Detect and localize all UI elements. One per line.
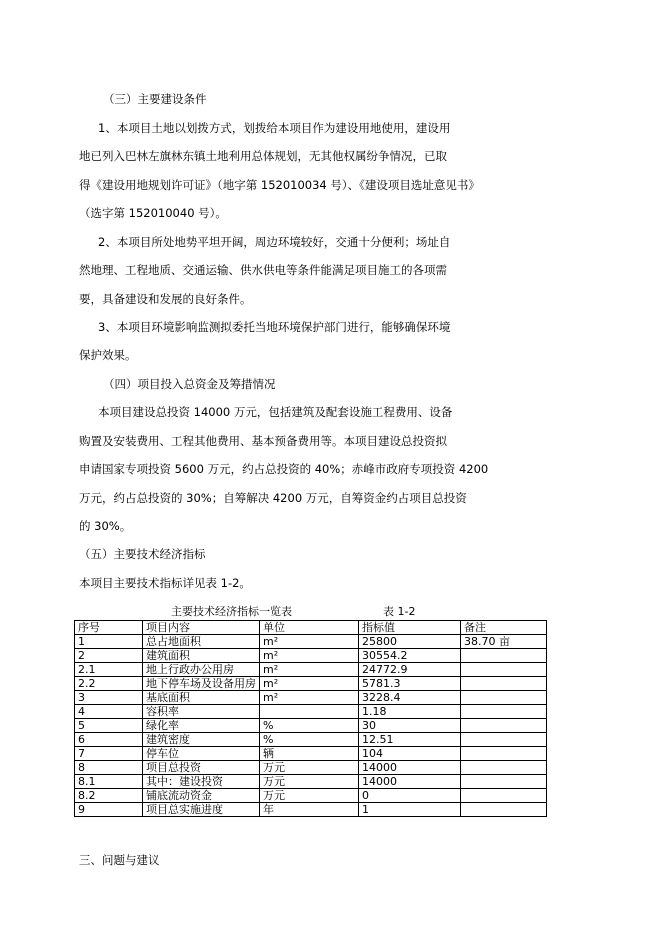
- section4-p1-line3: 申请国家专项投资 5600 万元，约占总投资的 40%；赤峰市政府专项投资 4200: [79, 462, 489, 476]
- table-cell: 25800: [359, 635, 461, 649]
- header-cell: 序号: [75, 621, 143, 635]
- table-cell: [461, 775, 547, 789]
- table-cell: [260, 705, 359, 719]
- table-cell: 7: [75, 747, 143, 761]
- table-cell: 1: [359, 803, 461, 817]
- section4-p1-line1: 本项目建设总投资 14000 万元，包括建筑及配套设施工程费用、设备: [98, 405, 453, 419]
- table-cell: 建筑密度: [143, 733, 260, 747]
- table-cell: m²: [260, 663, 359, 677]
- table-cell: 104: [359, 747, 461, 761]
- table-row: [75, 803, 547, 817]
- table-row: [75, 775, 547, 789]
- table-row: [75, 789, 547, 803]
- table-cell: m²: [260, 635, 359, 649]
- table-cell: 38.70 亩: [461, 635, 547, 649]
- section4-p1-line4: 万元，约占总投资的 30%；自筹解决 4200 万元，自筹资金约占项目总投资: [79, 491, 467, 505]
- table-row: [75, 677, 547, 691]
- table-row: [75, 761, 547, 775]
- section3-p1-line1: 1、本项目土地以划拨方式，划拨给本项目作为建设用地使用，建设用: [98, 121, 451, 135]
- table-cell: 万元: [260, 761, 359, 775]
- table-cell: 8.2: [75, 789, 143, 803]
- table-cell: 2: [75, 649, 143, 663]
- table-cell: [461, 761, 547, 775]
- header-cell: 备注: [461, 621, 547, 635]
- table-cell: [461, 663, 547, 677]
- table-row: [75, 733, 547, 747]
- table-cell: [461, 719, 547, 733]
- table-cell: 1: [75, 635, 143, 649]
- header-cell: 项目内容: [143, 621, 260, 635]
- table-cell: 8: [75, 761, 143, 775]
- section4-p1-line2: 购置及安装费用、工程其他费用、基本预备费用等。本项目建设总投资拟: [79, 434, 447, 448]
- section3-p3-line2: 保护效果。: [79, 348, 137, 362]
- table-cell: 5: [75, 719, 143, 733]
- section3-p3-line1: 3、本项目环境影响监测拟委托当地环境保护部门进行，能够确保环境: [98, 320, 451, 334]
- table-cell: [461, 789, 547, 803]
- table-cell: 停车位: [143, 747, 260, 761]
- table-number: 表 1-2: [383, 605, 416, 618]
- table-row: [75, 691, 547, 705]
- issues-heading: 三、问题与建议: [79, 853, 160, 867]
- table-cell: 容积率: [143, 705, 260, 719]
- table-cell: 万元: [260, 789, 359, 803]
- table-cell: 地下停车场及设备用房: [143, 677, 260, 691]
- table-cell: 地上行政办公用房: [143, 663, 260, 677]
- section4-p1-line5: 的 30%。: [79, 519, 132, 533]
- table-cell: 14000: [359, 761, 461, 775]
- kpi-table: [74, 620, 547, 817]
- section3-p2-line2: 然地理、工程地质、交通运输、供水供电等条件能满足项目施工的各项需: [79, 263, 447, 277]
- table-cell: 基底面积: [143, 691, 260, 705]
- table-row: [75, 635, 547, 649]
- table-cell: 30: [359, 719, 461, 733]
- table-cell: 铺底流动资金: [143, 789, 260, 803]
- table-cell: 6: [75, 733, 143, 747]
- table-cell: 总占地面积: [143, 635, 260, 649]
- table-cell: 万元: [260, 775, 359, 789]
- table-cell: [461, 803, 547, 817]
- table-cell: 4: [75, 705, 143, 719]
- table-cell: 年: [260, 803, 359, 817]
- table-row: [75, 649, 547, 663]
- table-cell: m²: [260, 649, 359, 663]
- section3-p1-line2: 地已列入巴林左旗林东镇土地利用总体规划，无其他权属纷争情况，已取: [79, 149, 447, 163]
- table-cell: [461, 649, 547, 663]
- table-cell: 0: [359, 789, 461, 803]
- table-cell: 建筑面积: [143, 649, 260, 663]
- section3-p1-line3: 得《建设用地规划许可证》（地字第 152010034 号）、《建设项目选址意见书》: [79, 178, 480, 192]
- table-cell: %: [260, 719, 359, 733]
- section3-p2-line1: 2、本项目所处地势平坦开阔，周边环境较好，交通十分便利；场址自: [98, 235, 451, 249]
- table-cell: 3: [75, 691, 143, 705]
- table-title: 主要技术经济指标一览表: [171, 605, 292, 618]
- table-cell: [461, 677, 547, 691]
- table-cell: 5781.3: [359, 677, 461, 691]
- table-cell: 2.1: [75, 663, 143, 677]
- table-cell: 其中：建设投资: [143, 775, 260, 789]
- section3-heading: （三）主要建设条件: [103, 92, 207, 106]
- section3-p2-line3: 要，具备建设和发展的良好条件。: [79, 292, 252, 306]
- table-cell: 1.18: [359, 705, 461, 719]
- table-cell: 2.2: [75, 677, 143, 691]
- table-cell: m²: [260, 691, 359, 705]
- table-cell: 30554.2: [359, 649, 461, 663]
- table-row: [75, 705, 547, 719]
- header-cell: 指标值: [359, 621, 461, 635]
- table-cell: 24772.9: [359, 663, 461, 677]
- table-cell: 8.1: [75, 775, 143, 789]
- table-cell: 12.51: [359, 733, 461, 747]
- table-cell: 项目总实施进度: [143, 803, 260, 817]
- table-header-row: [75, 621, 547, 635]
- section5-intro: 本项目主要技术指标详见表 1-2。: [79, 576, 251, 590]
- table-cell: 3228.4: [359, 691, 461, 705]
- section4-heading: （四）项目投入总资金及筹措情况: [103, 377, 276, 391]
- table-cell: 绿化率: [143, 719, 260, 733]
- table-row: [75, 747, 547, 761]
- table-cell: m²: [260, 677, 359, 691]
- table-cell: 辆: [260, 747, 359, 761]
- table-cell: 14000: [359, 775, 461, 789]
- table-cell: 项目总投资: [143, 761, 260, 775]
- table-cell: [461, 691, 547, 705]
- table-cell: [461, 747, 547, 761]
- table-row: [75, 663, 547, 677]
- section3-p1-line4: （选字第 152010040 号）。: [79, 206, 227, 220]
- table-row: [75, 719, 547, 733]
- section5-heading: （五）主要技术经济指标: [79, 547, 206, 561]
- table-cell: [461, 705, 547, 719]
- table-cell: 9: [75, 803, 143, 817]
- header-cell: 单位: [260, 621, 359, 635]
- table-cell: [461, 733, 547, 747]
- table-cell: %: [260, 733, 359, 747]
